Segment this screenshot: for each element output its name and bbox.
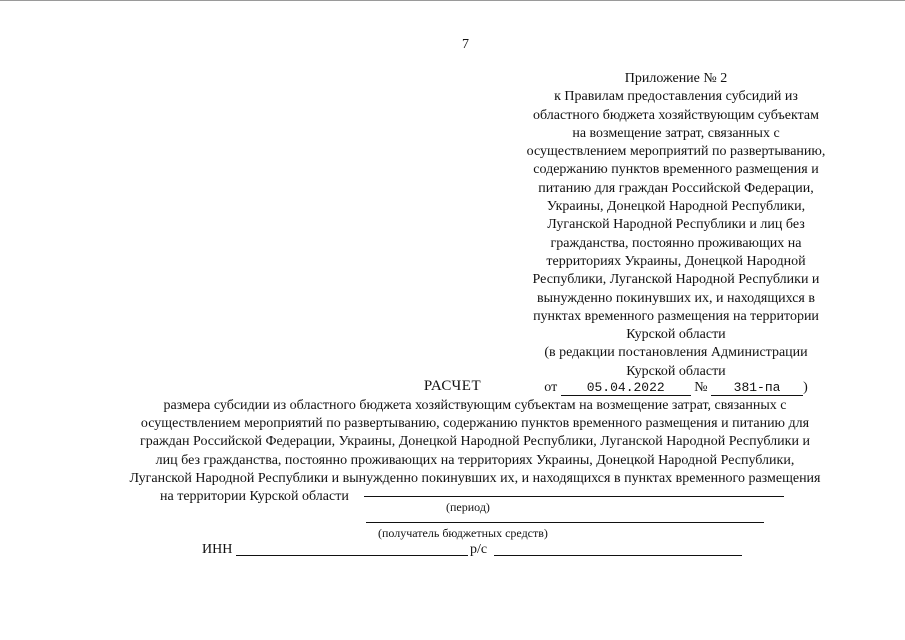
- appendix-line: вынужденно покинувших их, и находящихся в: [537, 290, 815, 306]
- description-line: граждан Российской Федерации, Украины, Донецкой Народной Республики, Луганской Народной Республики и: [140, 434, 810, 450]
- appendix-line: Приложение № 2: [624, 71, 728, 86]
- appendix-line: пунктах временного размещения на территории: [533, 308, 819, 324]
- appendix-line: на возмещение затрат, связанных с: [572, 125, 780, 141]
- inn-label: ИНН: [202, 542, 233, 557]
- description-line: лиц без гражданства, постоянно проживающих на территориях Украины, Донецкой Народной Республики,: [155, 452, 795, 468]
- appendix-line: Курской области: [626, 327, 726, 343]
- appendix-line: питанию для граждан Российской Федерации,: [538, 180, 814, 196]
- appendix-line: осуществлением мероприятий по развертыванию,: [526, 144, 826, 160]
- description-line: размера субсидии из областного бюджета хозяйствующим субъектам на возмещение затрат, связанных с: [163, 398, 787, 413]
- recipient-fill-line: [366, 522, 764, 523]
- page-top-edge: [0, 0, 905, 1]
- calculation-description: [90, 397, 860, 506]
- inn-fill-line: [236, 555, 468, 556]
- appendix-line: к Правилам предоставления субсидий из: [554, 89, 798, 105]
- decree-number-field: 381-па: [711, 380, 803, 396]
- appendix-line: гражданства, постоянно проживающих на: [550, 235, 802, 251]
- account-fill-line: [494, 555, 742, 556]
- appendix-line: территориях Украины, Донецкой Народной: [546, 253, 806, 269]
- period-fill-line: [364, 496, 784, 497]
- appendix-line: (в редакции постановления Администрации: [544, 345, 808, 361]
- decree-closing-paren: ): [803, 380, 808, 396]
- decree-date-field: 05.04.2022: [561, 380, 691, 396]
- appendix-block: [505, 70, 847, 397]
- appendix-line: Курской области: [626, 363, 726, 379]
- description-line: Луганской Народной Республики и вынужденно покинувших их, и находящихся в пунктах временного размещения: [129, 470, 821, 486]
- description-line-last: на территории Курской области: [160, 489, 349, 505]
- page-number: 7: [462, 37, 469, 52]
- decree-prefix: от: [544, 380, 558, 396]
- appendix-line: Республики, Луганской Народной Республики и: [532, 272, 820, 288]
- recipient-caption: (получатель бюджетных средств): [378, 526, 548, 540]
- document-heading: РАСЧЕТ: [423, 378, 482, 394]
- account-label: р/с: [470, 542, 488, 557]
- decree-number-sign: №: [694, 380, 708, 396]
- appendix-line: Луганской Народной Республики и лиц без: [547, 217, 805, 233]
- period-caption: (период): [446, 500, 490, 514]
- appendix-line: областного бюджета хозяйствующим субъектам: [533, 107, 819, 123]
- appendix-line: Украины, Донецкой Народной Республики,: [546, 199, 806, 215]
- appendix-line: содержанию пунктов временного размещения и: [533, 162, 819, 178]
- description-line: осуществлением мероприятий по развертыванию, содержанию пунктов временного размещения и питанию для: [140, 416, 810, 432]
